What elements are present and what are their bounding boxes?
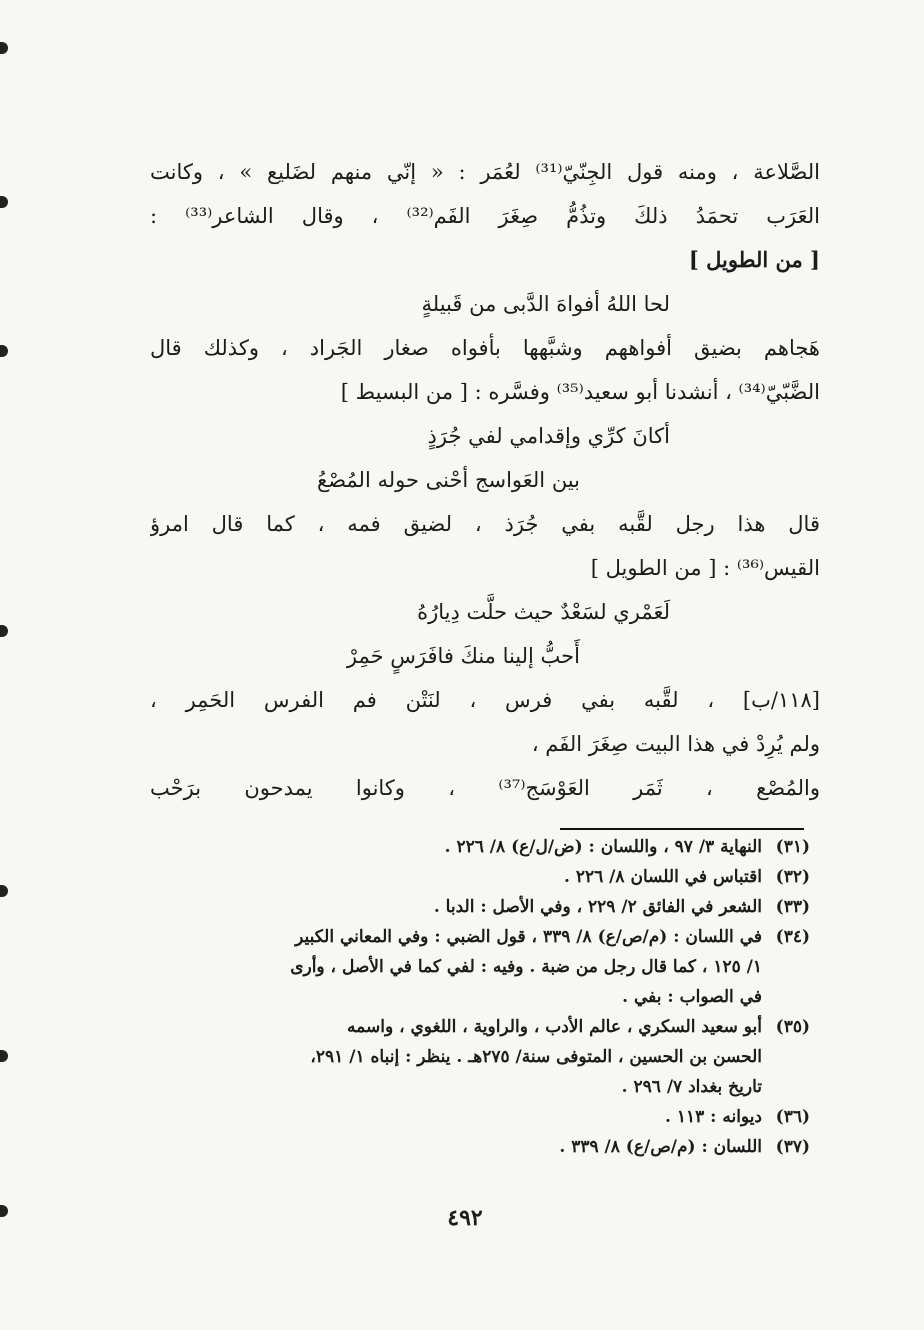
footnote-text: الشعر في الفائق ٢/ ٢٢٩ ، وفي الأصل : الدبا . — [433, 897, 762, 917]
footnote-text: أبو سعيد السكري ، عالم الأدب ، والراوية ، اللغوي ، واسمه — [347, 1017, 762, 1037]
body-line: القيس⁽³⁶⁾ : [ من الطويل ] — [590, 556, 820, 580]
body-line: ولم يُرِدْ في هذا البيت صِغَرَ الفَم ، — [531, 732, 820, 756]
footnote — [150, 1012, 810, 1102]
footnote-number: (٣٤) — [775, 927, 810, 947]
footnote — [150, 892, 810, 922]
footnote-text: اقتباس في اللسان ٨/ ٢٢٦ . — [564, 867, 762, 887]
footnote-text: اللسان : (م/ص/ع) ٨/ ٣٣٩ . — [559, 1137, 762, 1157]
verse-line: أكانَ كرِّي وإقدامي لفي جُرَذٍ — [427, 424, 670, 448]
footnote-number: (٣٥) — [775, 1017, 810, 1037]
body-line: قال هذا رجل لقَّبه بفي جُرَذ ، لضيق فمه ، كما قال امرؤ — [150, 512, 820, 536]
footnote-number: (٣٢) — [775, 867, 810, 887]
verse-line: لَعَمْري لسَعْدٌ حيث حلَّت دِيارُهُ — [417, 600, 670, 624]
binding-mark — [0, 885, 8, 897]
footnote-text: الحسن بن الحسين ، المتوفى سنة/ ٢٧٥هـ . ينظر : إنباه ١/ ٢٩١، — [310, 1047, 762, 1067]
binding-mark — [0, 345, 8, 357]
footnote — [150, 1132, 810, 1162]
binding-mark — [0, 196, 8, 208]
binding-mark — [0, 625, 8, 637]
verse-line: بين العَواسج أحْنى حوله المُصْعُ — [317, 468, 580, 492]
footnote-number: (٣١) — [775, 837, 810, 857]
binding-mark — [0, 42, 8, 54]
body-line: هَجاهم بضيق أفواههم وشبَّهها بأفواه صغار الجَراد ، وكذلك قال — [150, 336, 820, 360]
body-line: والمُصْع ، ثَمَر العَوْسَج⁽³⁷⁾ ، وكانوا يمدحون برَحْب — [150, 776, 820, 800]
footnote-text: ١/ ١٢٥ ، كما قال رجل من ضبة . وفيه : لفي كما في الأصل ، وأرى — [290, 957, 762, 977]
binding-mark — [0, 1050, 8, 1062]
footnote-text: ديوانه : ١١٣ . — [664, 1107, 762, 1127]
verse-line: أَحبُّ إلينا منكَ فافَرَسٍ حَمِرْ — [346, 644, 580, 668]
body-line: العَرَب تحمَدُ ذلكَ وتذُمُّ صِغَرَ الفَم⁽³²⁾ ، وقال الشاعر⁽³³⁾ : — [150, 204, 820, 228]
footnote-separator — [560, 828, 804, 830]
footnotes — [150, 832, 810, 1162]
binding-mark — [0, 1205, 8, 1217]
footnote-text: في اللسان : (م/ص/ع) ٨/ ٣٣٩ ، قول الضبي : وفي المعاني الكبير — [295, 927, 762, 947]
body-text — [150, 150, 820, 810]
verse-line: لحا اللهُ أفواهَ الدَّبى من قَبيلةٍ — [421, 292, 670, 316]
page-number: ٤٩٢ — [447, 1205, 483, 1231]
meter-tag: [ من الطويل ] — [688, 247, 820, 272]
footnote-text: تاريخ بغداد ٧/ ٢٩٦ . — [621, 1077, 762, 1097]
footnote — [150, 922, 810, 1012]
footnote-number: (٣٧) — [775, 1137, 810, 1157]
body-line: الضَّبّيّ⁽³⁴⁾ ، أنشدنا أبو سعيد⁽³⁵⁾ وفسَّره : [ من البسيط ] — [340, 380, 820, 404]
footnote — [150, 862, 810, 892]
body-line: الصَّلاعة ، ومنه قول الجِنّيّ⁽³¹⁾ لعُمَر : « إنّي منهم لضَليع » ، وكانت — [150, 160, 820, 184]
footnote-number: (٣٦) — [775, 1107, 810, 1127]
footnote-text: النهاية ٣/ ٩٧ ، واللسان : (ض/ل/ع) ٨/ ٢٢٦ . — [444, 837, 762, 857]
body-line: [١١٨/ب] ، لقَّبه بفي فرس ، لنَتْن فم الفرس الحَمِر ، — [150, 688, 820, 712]
footnote — [150, 1102, 810, 1132]
footnote — [150, 832, 810, 862]
footnote-text: في الصواب : بفي . — [622, 987, 762, 1007]
footnote-number: (٣٣) — [775, 897, 810, 917]
